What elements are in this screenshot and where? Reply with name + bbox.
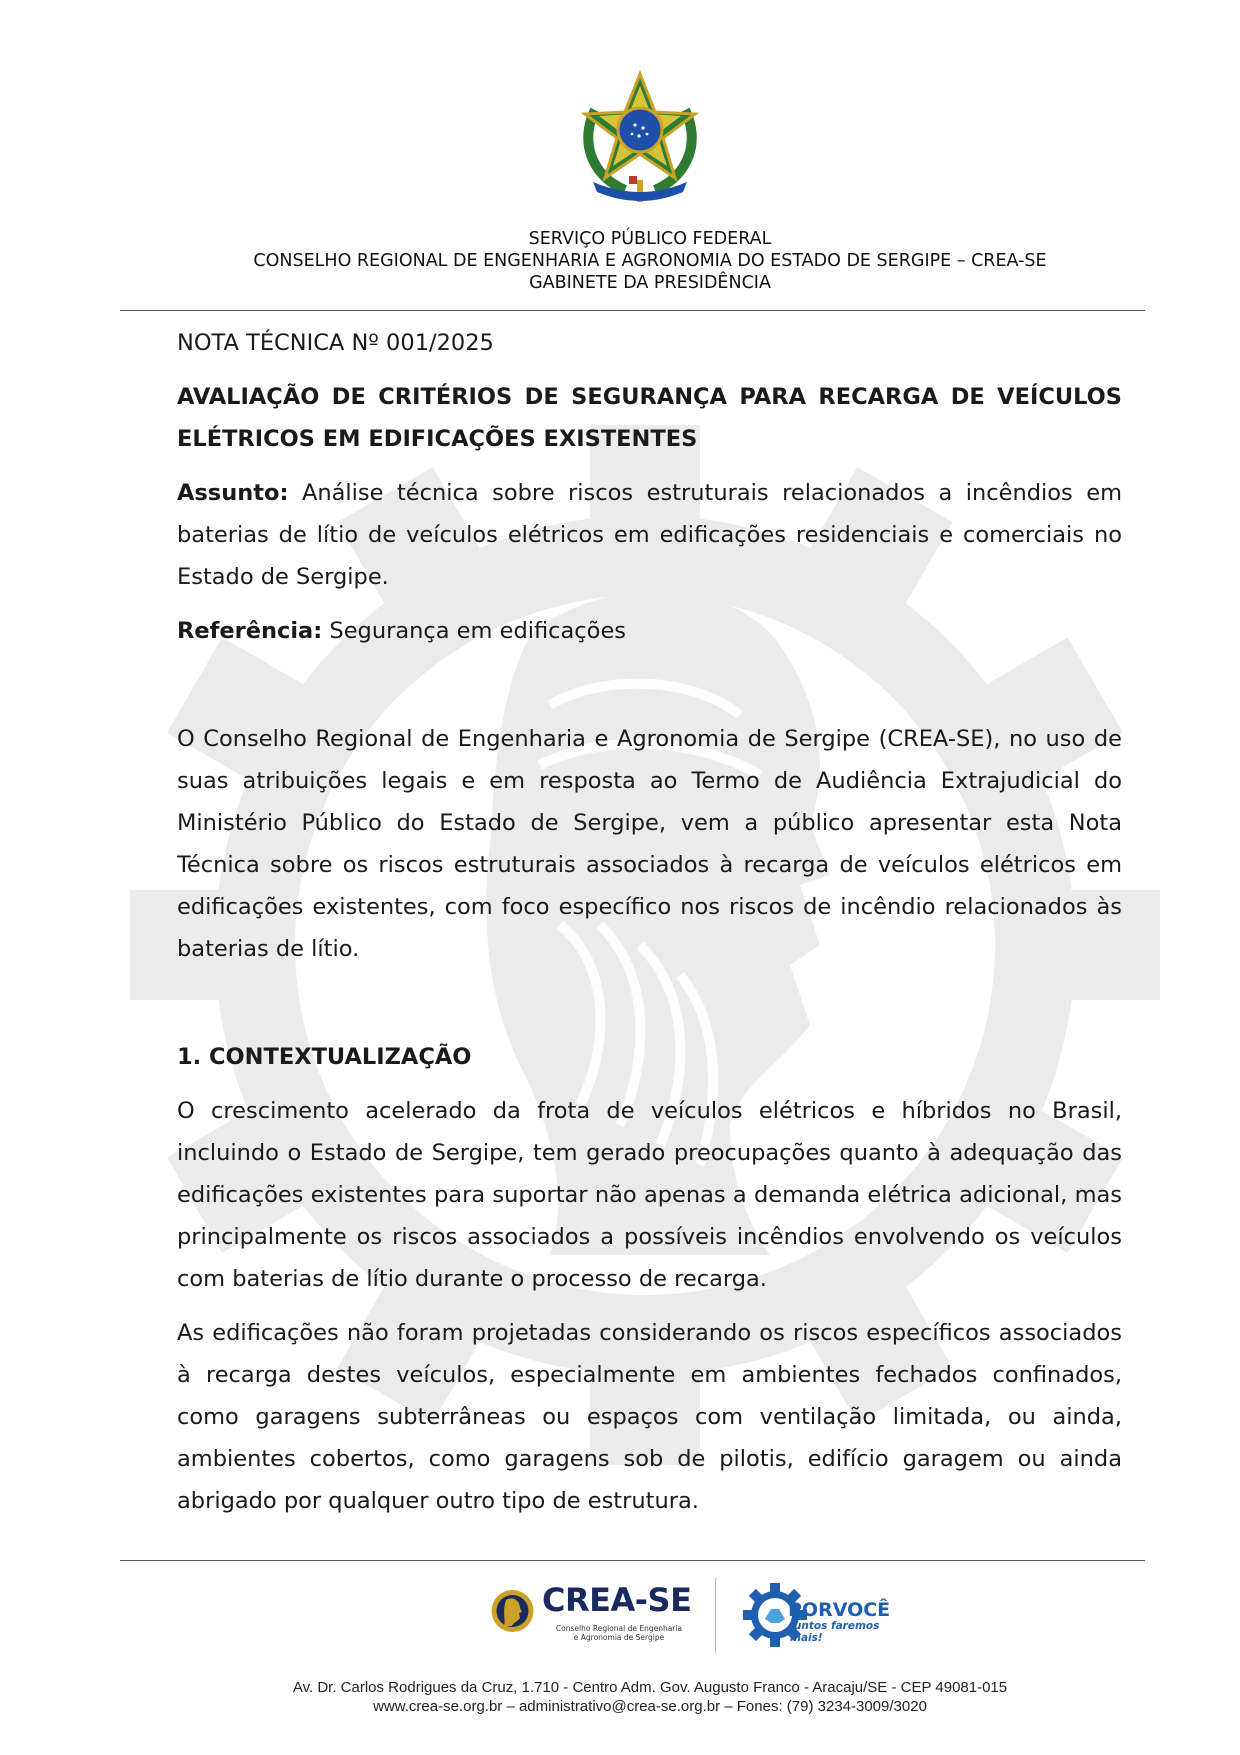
section1-paragraph-1: O crescimento acelerado da frota de veículos elétricos e híbridos no Brasil, incluindo o Estado de Sergipe, tem gerado preocupações quanto à adequação das edificações existentes para suportar não apenas a demanda elétrica adicional, mas principalmente os riscos associados a possíveis incêndios envolvendo os veículos com baterias de lítio durante o processo de recarga.: [177, 1098, 1122, 1292]
footer-divider: [120, 1560, 1145, 1561]
section-heading-contextualizacao: 1. CONTEXTUALIZAÇÃO: [177, 1044, 472, 1070]
nota-number: NOTA TÉCNICA Nº 001/2025: [177, 330, 494, 356]
footer-address: [120, 1678, 1180, 1716]
brazil-coat-of-arms-icon: [575, 70, 705, 210]
crea-sub-line-2: e Agronomia de Sergipe: [573, 1633, 665, 1642]
crea-se-emblem-icon: [490, 1586, 535, 1636]
assunto-text: Análise técnica sobre riscos estruturais relacionados a incêndios em baterias de lítio de veículos elétricos em edificações residenciais e comerciais no Estado de Sergipe.: [177, 480, 1122, 590]
assunto-label: Assunto:: [177, 480, 289, 506]
assunto-paragraph: [177, 472, 1122, 598]
header-line-service: SERVIÇO PÚBLICO FEDERAL: [528, 229, 772, 249]
institution-header: [120, 228, 1180, 294]
section1-paragraph-2: As edificações não foram projetadas considerando os riscos específicos associados à recarga destes veículos, especialmente em ambientes fechados confinados, como garagens subterrâneas ou espaços com ventilação limitada, ou ainda, ambientes cobertos, como garagens sob de pilotis, edifício garagem ou ainda abrigado por qualquer outro tipo de estrutura.: [177, 1320, 1122, 1514]
address-line-1: Av. Dr. Carlos Rodrigues da Cruz, 1.710 - Centro Adm. Gov. Augusto Franco - Aracaju/SE - CEP 49081-015: [292, 1679, 1008, 1696]
footer-logos: [480, 1578, 910, 1653]
header-line-council: CONSELHO REGIONAL DE ENGENHARIA E AGRONOMIA DO ESTADO DE SERGIPE – CREA-SE: [253, 251, 1047, 271]
crea-se-subtitle: [554, 1624, 684, 1642]
referencia-label: Referência:: [177, 618, 323, 644]
header-divider: [120, 310, 1145, 311]
document-body: [177, 322, 1122, 1522]
header-line-cabinet: GABINETE DA PRESIDÊNCIA: [529, 273, 771, 293]
footer-logo-divider: [715, 1578, 716, 1653]
document-title: AVALIAÇÃO DE CRITÉRIOS DE SEGURANÇA PARA RECARGA DE VEÍCULOS ELÉTRICOS EM EDIFICAÇÕES EXISTENTES: [177, 384, 1122, 452]
porvoce-logo-text: PORVOCÊ: [788, 1599, 891, 1621]
referencia-text: Segurança em edificações: [329, 618, 627, 644]
crea-se-logo-text: CREA-SE: [542, 1581, 692, 1619]
referencia-paragraph: [177, 610, 1122, 652]
porvoce-slogan: Juntos faremos mais!: [790, 1620, 880, 1644]
crea-sub-line-1: Conselho Regional de Engenharia: [555, 1624, 683, 1633]
intro-paragraph: O Conselho Regional de Engenharia e Agronomia de Sergipe (CREA-SE), no uso de suas atribuições legais e em resposta ao Termo de Audiência Extrajudicial do Ministério Público do Estado de Sergipe, vem a público apresentar esta Nota Técnica sobre os riscos estruturais associados à recarga de veículos elétricos em edificações existentes, com foco específico nos riscos de incêndio relacionados às baterias de lítio.: [177, 726, 1122, 962]
address-line-2: www.crea-se.org.br – administrativo@crea-se.org.br – Fones: (79) 3234-3009/3020: [373, 1698, 927, 1715]
